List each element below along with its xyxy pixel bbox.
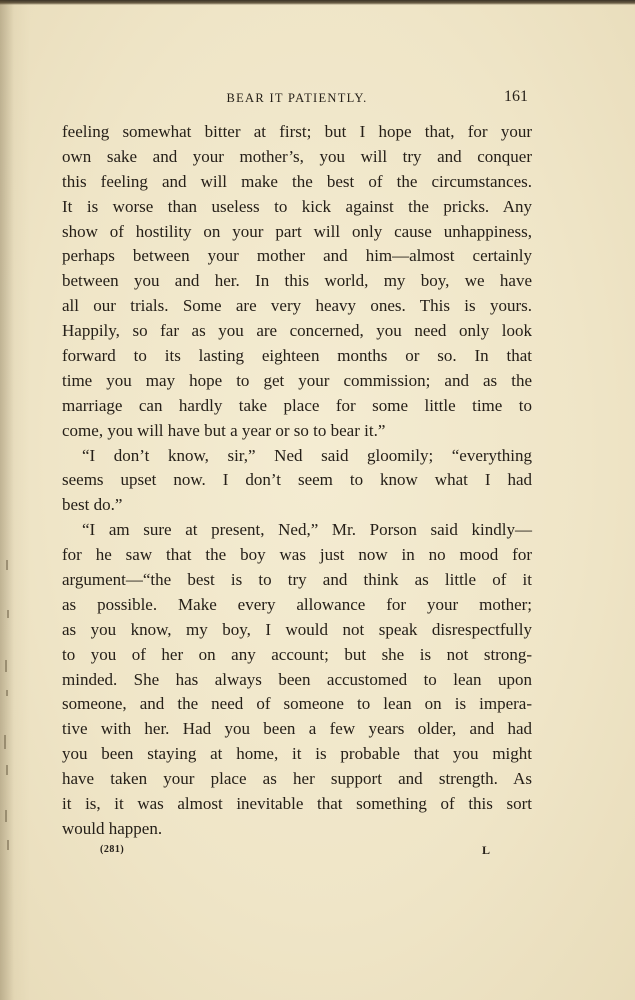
margin-marks <box>0 0 20 1000</box>
text-line: best do.” <box>62 495 123 515</box>
running-title: BEAR IT PATIENTLY. <box>226 91 368 105</box>
text-line: you been staying at home, it is probable that you might <box>62 744 532 764</box>
text-line: Happily, so far as you are concerned, you need only look <box>62 321 532 341</box>
text-line: tive with her. Had you been a few years older, and had <box>62 719 532 739</box>
text-line: argument—“the best is to try and think as little of it <box>62 570 532 590</box>
text-line: would happen. <box>62 818 163 838</box>
text-line: “I am sure at present, Ned,” Mr. Porson said kindly— <box>82 520 532 540</box>
text-line: to you of her on any account; but she is not strong- <box>62 644 532 664</box>
signature-letter: L <box>482 843 491 857</box>
text-line: show of hostility on your part will only cause unhappiness, <box>62 221 532 241</box>
page-top-edge <box>0 0 635 5</box>
running-head <box>62 88 532 108</box>
page-footer <box>62 844 532 860</box>
text-line: feeling somewhat bitter at first; but I hope that, for your <box>62 122 532 141</box>
text-line: have taken your place as her support and strength. As <box>62 769 532 789</box>
signature-mark: (281) <box>100 844 125 855</box>
text-line: all our trials. Some are very heavy ones. This is yours. <box>62 296 532 316</box>
text-line: time you may hope to get your commission; and as the <box>62 370 532 390</box>
text-line: as possible. Make every allowance for your mother; <box>62 594 532 614</box>
text-line: seems upset now. I don’t seem to know what I had <box>62 470 532 490</box>
body-text <box>62 120 532 842</box>
text-line: come, you will have but a year or so to bear it.” <box>62 420 386 440</box>
text-line: this feeling and will make the best of the circumstances. <box>62 171 532 191</box>
text-line: someone, and the need of someone to lean on is impera- <box>62 694 532 714</box>
text-line: perhaps between your mother and him—almost certainly <box>62 246 532 266</box>
page-number: 161 <box>504 88 528 105</box>
text-line: as you know, my boy, I would not speak disrespectfully <box>62 619 532 639</box>
text-line: “I don’t know, sir,” Ned said gloomily; “everything <box>82 445 532 465</box>
text-line: forward to its lasting eighteen months or so. In that <box>62 346 532 366</box>
text-line: it is, it was almost inevitable that something of this sort <box>62 794 532 814</box>
text-line: marriage can hardly take place for some little time to <box>62 395 532 415</box>
text-line: own sake and your mother’s, you will try and conquer <box>62 146 532 166</box>
text-line: between you and her. In this world, my boy, we have <box>62 271 532 291</box>
text-line: It is worse than useless to kick against the pricks. Any <box>62 196 532 216</box>
text-line: for he saw that the boy was just now in no mood for <box>62 545 532 565</box>
text-line: minded. She has always been accustomed to lean upon <box>62 669 532 689</box>
